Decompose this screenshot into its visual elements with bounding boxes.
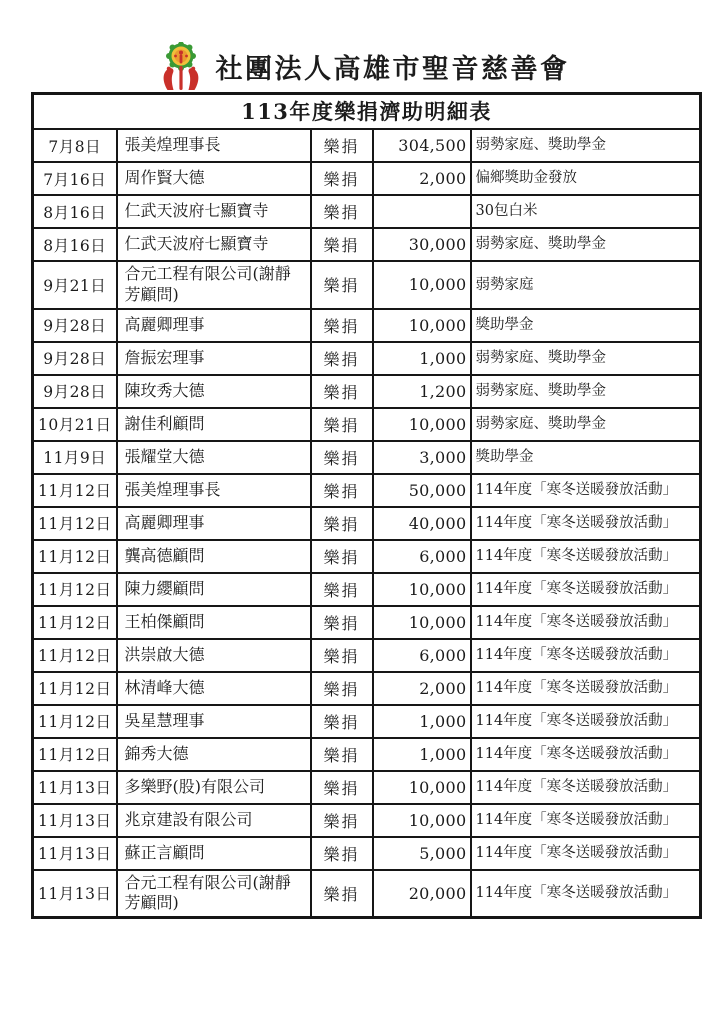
donor-cell: 張耀堂大德 (117, 441, 311, 474)
date-cell: 9月28日 (33, 375, 117, 408)
type-cell: 樂捐 (311, 162, 373, 195)
purpose-cell: 114年度「寒冬送暖發放活動」 (471, 474, 701, 507)
donor-cell: 高麗卿理事 (117, 507, 311, 540)
type-cell: 樂捐 (311, 129, 373, 162)
date-cell: 9月21日 (33, 261, 117, 309)
type-cell: 樂捐 (311, 261, 373, 309)
amount-cell: 10,000 (373, 309, 471, 342)
donor-cell: 合元工程有限公司(謝靜芳顧問) (117, 870, 311, 918)
purpose-cell: 弱勢家庭、獎助學金 (471, 375, 701, 408)
donor-cell: 王柏傑顧問 (117, 606, 311, 639)
amount-cell: 10,000 (373, 573, 471, 606)
amount-cell: 1,000 (373, 705, 471, 738)
purpose-cell: 114年度「寒冬送暖發放活動」 (471, 606, 701, 639)
type-cell: 樂捐 (311, 309, 373, 342)
date-cell: 8月16日 (33, 195, 117, 228)
donor-cell: 仁武天波府七顯寶寺 (117, 228, 311, 261)
table-row (33, 474, 701, 507)
type-cell: 樂捐 (311, 573, 373, 606)
amount-cell: 10,000 (373, 804, 471, 837)
amount-cell: 5,000 (373, 837, 471, 870)
donor-cell: 張美煌理事長 (117, 129, 311, 162)
purpose-cell: 114年度「寒冬送暖發放活動」 (471, 573, 701, 606)
type-cell: 樂捐 (311, 228, 373, 261)
donor-cell: 林清峰大德 (117, 672, 311, 705)
table-row (33, 375, 701, 408)
date-cell: 11月12日 (33, 672, 117, 705)
donation-table (31, 92, 702, 919)
table-row (33, 837, 701, 870)
amount-cell: 40,000 (373, 507, 471, 540)
date-cell: 11月13日 (33, 771, 117, 804)
logo-figure (174, 51, 188, 91)
date-cell: 11月9日 (33, 441, 117, 474)
amount-cell: 10,000 (373, 408, 471, 441)
table-row (33, 162, 701, 195)
table-row (33, 672, 701, 705)
amount-cell: 304,500 (373, 129, 471, 162)
purpose-cell: 弱勢家庭 (471, 261, 701, 309)
donor-cell: 張美煌理事長 (117, 474, 311, 507)
table-row (33, 261, 701, 309)
purpose-cell: 114年度「寒冬送暖發放活動」 (471, 870, 701, 918)
type-cell: 樂捐 (311, 870, 373, 918)
date-cell: 7月8日 (33, 129, 117, 162)
purpose-cell: 弱勢家庭、獎助學金 (471, 408, 701, 441)
table-row (33, 540, 701, 573)
amount-cell: 2,000 (373, 672, 471, 705)
purpose-cell: 114年度「寒冬送暖發放活動」 (471, 771, 701, 804)
table-row (33, 606, 701, 639)
donor-cell: 謝佳利顧問 (117, 408, 311, 441)
purpose-cell: 弱勢家庭、獎助學金 (471, 129, 701, 162)
org-name: 社團法人高雄市聖音慈善會 (215, 53, 570, 85)
purpose-cell: 獎助學金 (471, 309, 701, 342)
amount-cell: 6,000 (373, 540, 471, 573)
donor-cell: 兆京建設有限公司 (117, 804, 311, 837)
amount-cell: 30,000 (373, 228, 471, 261)
table-row (33, 195, 701, 228)
type-cell: 樂捐 (311, 195, 373, 228)
type-cell: 樂捐 (311, 672, 373, 705)
table-row (33, 639, 701, 672)
type-cell: 樂捐 (311, 474, 373, 507)
date-cell: 11月12日 (33, 639, 117, 672)
amount-cell: 1,000 (373, 738, 471, 771)
donor-cell: 錦秀大德 (117, 738, 311, 771)
date-cell: 11月12日 (33, 606, 117, 639)
amount-cell: 10,000 (373, 771, 471, 804)
type-cell: 樂捐 (311, 342, 373, 375)
purpose-cell: 弱勢家庭、獎助學金 (471, 228, 701, 261)
date-cell: 11月12日 (33, 705, 117, 738)
purpose-cell: 偏鄉獎助金發放 (471, 162, 701, 195)
donor-cell: 高麗卿理事 (117, 309, 311, 342)
date-cell: 7月16日 (33, 162, 117, 195)
donor-cell: 龔高德顧問 (117, 540, 311, 573)
type-cell: 樂捐 (311, 639, 373, 672)
type-cell: 樂捐 (311, 738, 373, 771)
purpose-cell: 114年度「寒冬送暖發放活動」 (471, 837, 701, 870)
donor-cell: 合元工程有限公司(謝靜芳顧問) (117, 261, 311, 309)
purpose-cell: 114年度「寒冬送暖發放活動」 (471, 639, 701, 672)
table-row (33, 441, 701, 474)
table-title: 113年度樂捐濟助明細表 (33, 94, 701, 130)
type-cell: 樂捐 (311, 507, 373, 540)
table-row (33, 342, 701, 375)
purpose-cell: 114年度「寒冬送暖發放活動」 (471, 540, 701, 573)
type-cell: 樂捐 (311, 441, 373, 474)
type-cell: 樂捐 (311, 837, 373, 870)
donor-cell: 洪崇啟大德 (117, 639, 311, 672)
purpose-cell: 114年度「寒冬送暖發放活動」 (471, 738, 701, 771)
amount-cell: 6,000 (373, 639, 471, 672)
date-cell: 11月12日 (33, 507, 117, 540)
amount-cell: 1,000 (373, 342, 471, 375)
date-cell: 9月28日 (33, 309, 117, 342)
purpose-cell: 114年度「寒冬送暖發放活動」 (471, 804, 701, 837)
table-row (33, 573, 701, 606)
purpose-cell: 114年度「寒冬送暖發放活動」 (471, 507, 701, 540)
donor-cell: 蘇正言顧問 (117, 837, 311, 870)
table-row (33, 705, 701, 738)
date-cell: 11月12日 (33, 540, 117, 573)
purpose-cell: 獎助學金 (471, 441, 701, 474)
table-row (33, 870, 701, 918)
type-cell: 樂捐 (311, 606, 373, 639)
table-row (33, 228, 701, 261)
amount-cell: 1,200 (373, 375, 471, 408)
type-cell: 樂捐 (311, 540, 373, 573)
donor-cell: 仁武天波府七顯寶寺 (117, 195, 311, 228)
date-cell: 11月12日 (33, 474, 117, 507)
type-cell: 樂捐 (311, 804, 373, 837)
letterhead (0, 0, 728, 90)
donor-cell: 多樂野(股)有限公司 (117, 771, 311, 804)
table-row (33, 309, 701, 342)
type-cell: 樂捐 (311, 408, 373, 441)
donor-cell: 陳力纓顧問 (117, 573, 311, 606)
date-cell: 11月13日 (33, 837, 117, 870)
donor-cell: 周作賢大德 (117, 162, 311, 195)
donor-cell: 吳星慧理事 (117, 705, 311, 738)
purpose-cell: 弱勢家庭、獎助學金 (471, 342, 701, 375)
amount-cell: 10,000 (373, 606, 471, 639)
table-row (33, 507, 701, 540)
table-row (33, 408, 701, 441)
amount-cell (373, 195, 471, 228)
amount-cell: 2,000 (373, 162, 471, 195)
amount-cell: 3,000 (373, 441, 471, 474)
donor-cell: 陳玫秀大德 (117, 375, 311, 408)
date-cell: 11月13日 (33, 870, 117, 918)
amount-cell: 10,000 (373, 261, 471, 309)
date-cell: 11月13日 (33, 804, 117, 837)
donor-cell: 詹振宏理事 (117, 342, 311, 375)
table-row (33, 771, 701, 804)
amount-cell: 20,000 (373, 870, 471, 918)
table-row (33, 738, 701, 771)
purpose-cell: 114年度「寒冬送暖發放活動」 (471, 672, 701, 705)
table-body (33, 129, 701, 918)
date-cell: 9月28日 (33, 342, 117, 375)
amount-cell: 50,000 (373, 474, 471, 507)
purpose-cell: 30包白米 (471, 195, 701, 228)
table-row (33, 804, 701, 837)
date-cell: 11月12日 (33, 738, 117, 771)
purpose-cell: 114年度「寒冬送暖發放活動」 (471, 705, 701, 738)
date-cell: 8月16日 (33, 228, 117, 261)
table-row (33, 129, 701, 162)
type-cell: 樂捐 (311, 705, 373, 738)
date-cell: 10月21日 (33, 408, 117, 441)
type-cell: 樂捐 (311, 375, 373, 408)
date-cell: 11月12日 (33, 573, 117, 606)
charity-logo-icon (159, 42, 203, 90)
title-row (33, 94, 701, 130)
type-cell: 樂捐 (311, 771, 373, 804)
